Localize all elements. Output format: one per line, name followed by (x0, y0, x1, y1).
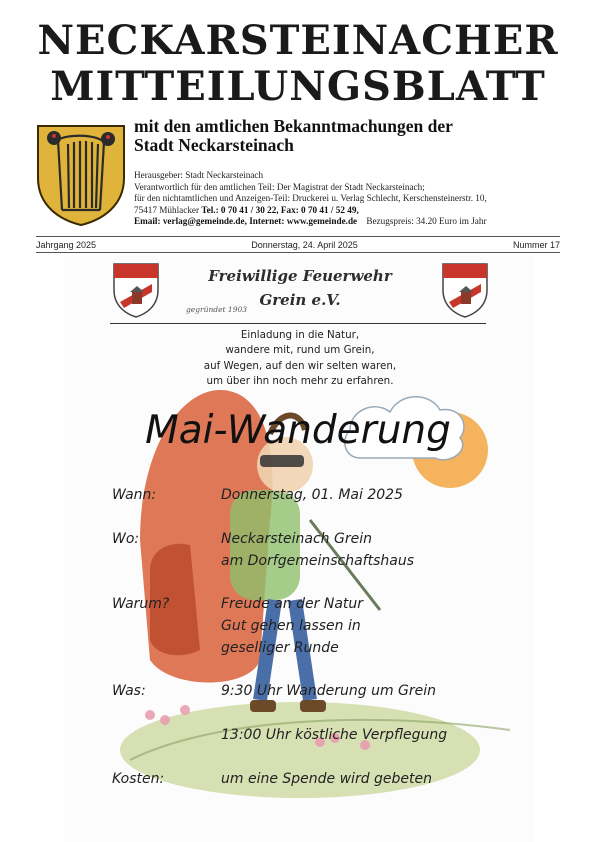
publisher-line: Herausgeber: Stadt Neckarsteinach (134, 170, 264, 180)
publisher-phone-fax: Tel.: 0 70 41 / 30 22, Fax: 0 70 41 / 52 49, (201, 204, 359, 215)
what-value-line2: 13:00 Uhr köstliche Verpflegung (221, 727, 448, 743)
poem-line: um über ihn noch mehr zu erfahren. (206, 375, 394, 388)
poem-line: wandere mit, rund um Grein, (225, 344, 375, 357)
org-line1: Freiwillige Feuerwehr (208, 267, 392, 285)
publisher-line (134, 216, 584, 228)
subtitle-line1: mit den amtlichen Bekanntmachungen der (134, 116, 453, 136)
founded-note: gegründet 1903 (186, 305, 248, 314)
publisher-address: 75417 Mühlacker (134, 204, 202, 215)
publisher-email-web: Email: verlag@gemeinde.de, Internet: www.gemeinde.de (134, 216, 358, 226)
why-value-line1: Freude an der Natur (221, 596, 364, 612)
what-label: Was: (112, 683, 146, 699)
fire-brigade-shield-left (112, 262, 160, 318)
when-label: Wann: (112, 487, 157, 503)
where-label: Wo: (112, 531, 140, 547)
divider (110, 323, 486, 324)
event-title: Mai-Wanderung (145, 408, 451, 453)
poem-line: auf Wegen, auf den wir selten waren, (203, 359, 397, 372)
publisher-line: für den nichtamtlichen und Anzeigen-Teil: Druckerei u. Verlag Schlecht, Kerschensteinerstr. 10, (134, 193, 487, 203)
where-value-line1: Neckarsteinach Grein (221, 531, 372, 547)
why-value-line2: Gut gehen lassen in (221, 618, 361, 634)
masthead-title-line2: MITTEILUNGSBLATT (50, 63, 546, 110)
issue-year: Jahrgang 2025 (36, 240, 97, 250)
cost-label: Kosten: (112, 771, 165, 787)
org-line2: Grein e.V. (259, 291, 341, 309)
subscription-price: Bezugspreis: 34.20 Euro im Jahr (366, 216, 487, 226)
poem-line: Einladung in die Natur, (240, 329, 360, 341)
masthead-title-line1: NECKARSTEINACHER (37, 17, 559, 64)
masthead-subtitle (134, 117, 574, 155)
publisher-info (134, 170, 584, 228)
cost-value: um eine Spende wird gebeten (221, 771, 433, 787)
divider (36, 252, 560, 253)
issue-date: Donnerstag, 24. April 2025 (251, 240, 358, 250)
issue-number: Nummer 17 (512, 240, 560, 250)
why-label: Warum? (112, 596, 170, 612)
fire-brigade-shield-right (441, 262, 489, 318)
where-value-line2: am Dorfgemeinschaftshaus (221, 553, 414, 569)
town-crest-logo (36, 122, 126, 226)
publisher-line: Verantwortlich für den amtlichen Teil: Der Magistrat der Stadt Neckarsteinach; (134, 181, 425, 192)
why-value-line3: geselliger Runde (221, 640, 339, 656)
subtitle-line2: Stadt Neckarsteinach (134, 135, 294, 155)
what-value-line1: 9:30 Uhr Wanderung um Grein (221, 683, 437, 699)
when-value: Donnerstag, 01. Mai 2025 (221, 487, 403, 503)
issue-info-bar (36, 240, 560, 250)
publisher-line (134, 205, 584, 217)
invitation-poem (150, 328, 450, 390)
divider (36, 236, 560, 237)
